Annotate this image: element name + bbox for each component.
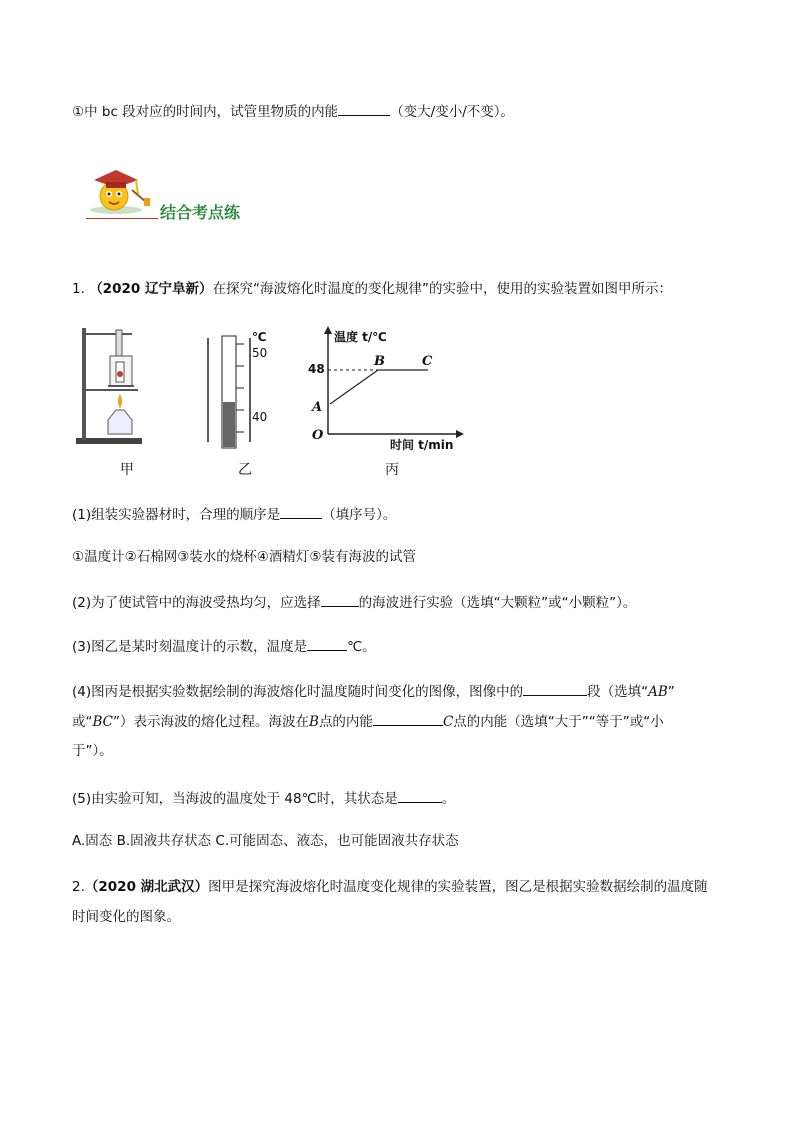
graph-point-c: C (422, 354, 433, 369)
intro-suffix: （变大/变小/不变）。 (390, 104, 515, 120)
section-rule (86, 218, 158, 219)
q1-part5-options: A.固态 B.固液共存状态 C.可能固态、液态，也可能固液共存状态 (72, 833, 459, 849)
q1-part2-suffix: 的海波进行实验（选填“大颗粒”或“小颗粒”）。 (358, 595, 637, 611)
q1-part4-text: 点的内能（选填“大于”“等于”或“小 (453, 714, 664, 730)
graph-ylabel: 温度 t/℃ (334, 330, 387, 344)
answer-blank[interactable] (523, 681, 587, 696)
graph-xlabel: 时间 t/min (390, 438, 454, 452)
q1-part4-text: ” (667, 684, 675, 700)
q1-part1-options: ①温度计②石棉网③装水的烧杯④酒精灯⑤装有海波的试管 (72, 549, 417, 565)
q1-stem-text: 在探究“海波熔化时温度的变化规律”的实验中，使用的实验装置如图甲所示： (212, 281, 672, 297)
q1-part4-text: 或“ (72, 714, 93, 730)
q1-part4-text: (4)图丙是根据实验数据绘制的海波熔化时温度随时间变化的图像，图像中的 (72, 684, 524, 700)
graduation-mascot-icon (76, 160, 160, 220)
point-c: C (442, 714, 454, 730)
point-b: B (309, 714, 319, 730)
q1-source: （2020 辽宁阜新） (89, 281, 213, 297)
q1-part3-text: (3)图乙是某时刻温度计的示数，温度是 (72, 639, 308, 655)
q1-part1 (72, 504, 396, 525)
q1-part5 (72, 788, 455, 809)
q2-number: 2. (72, 879, 85, 895)
answer-blank[interactable] (338, 101, 390, 116)
q1-stem (72, 279, 672, 299)
section-title: 结合考点练 (160, 203, 241, 222)
q1-part4-line3: 于”）。 (72, 743, 113, 759)
answer-blank[interactable] (280, 504, 322, 519)
segment-ab: AB (648, 684, 668, 700)
thermometer-tick-40: 40 (252, 410, 268, 424)
figure-label-yi: 乙 (238, 462, 252, 478)
graph-y-value: 48 (308, 362, 325, 376)
graph-point-a: A (312, 400, 323, 415)
q1-part2 (72, 592, 636, 613)
q1-part1-text: (1)组装实验器材时，合理的顺序是 (72, 507, 281, 523)
q1-number: 1. (72, 281, 85, 297)
segment-bc: BC (92, 714, 114, 730)
q1-part3 (72, 636, 376, 657)
q1-part4-text: 点的内能 (318, 714, 373, 730)
answer-blank[interactable] (321, 592, 359, 607)
q1-part2-text: (2)为了使试管中的海波受热均匀，应选择 (72, 595, 321, 611)
figure-label-jia: 甲 (120, 462, 134, 478)
figure-label-bing: 丙 (385, 462, 399, 478)
graph-point-b: B (374, 354, 385, 369)
q1-part4-text: 段（选填“ (587, 684, 649, 700)
intro-text: ①中 bc 段对应的时间内，试管里物质的内能 (72, 104, 339, 120)
q1-part4-text: ”）表示海波的熔化过程。海波在 (113, 714, 310, 730)
q2-line2: 时间变化的图象。 (72, 909, 180, 925)
q2-text: 图甲是探究海波熔化时温度变化规律的实验装置，图乙是根据实验数据绘制的温度随 (208, 879, 708, 895)
answer-blank[interactable] (307, 636, 347, 651)
q1-part4-line2 (72, 711, 664, 732)
q1-part1-suffix: （填序号）。 (322, 507, 397, 523)
intro-line (72, 101, 514, 122)
thermometer-unit: ℃ (252, 330, 267, 344)
apparatus-figure (72, 322, 152, 452)
graph-origin: O (312, 428, 324, 443)
q1-part3-suffix: ℃。 (347, 639, 376, 655)
answer-blank[interactable] (373, 711, 443, 726)
q1-part5-text: (5)由实验可知，当海波的温度处于 48℃时，其状态是 (72, 791, 398, 807)
q1-part4-line1 (72, 681, 675, 702)
q2-source: （2020 湖北武汉） (84, 879, 209, 895)
thermometer-tick-50: 50 (252, 346, 268, 360)
q2-line1 (72, 877, 708, 897)
q1-part5-suffix: 。 (441, 791, 456, 807)
answer-blank[interactable] (398, 788, 442, 803)
